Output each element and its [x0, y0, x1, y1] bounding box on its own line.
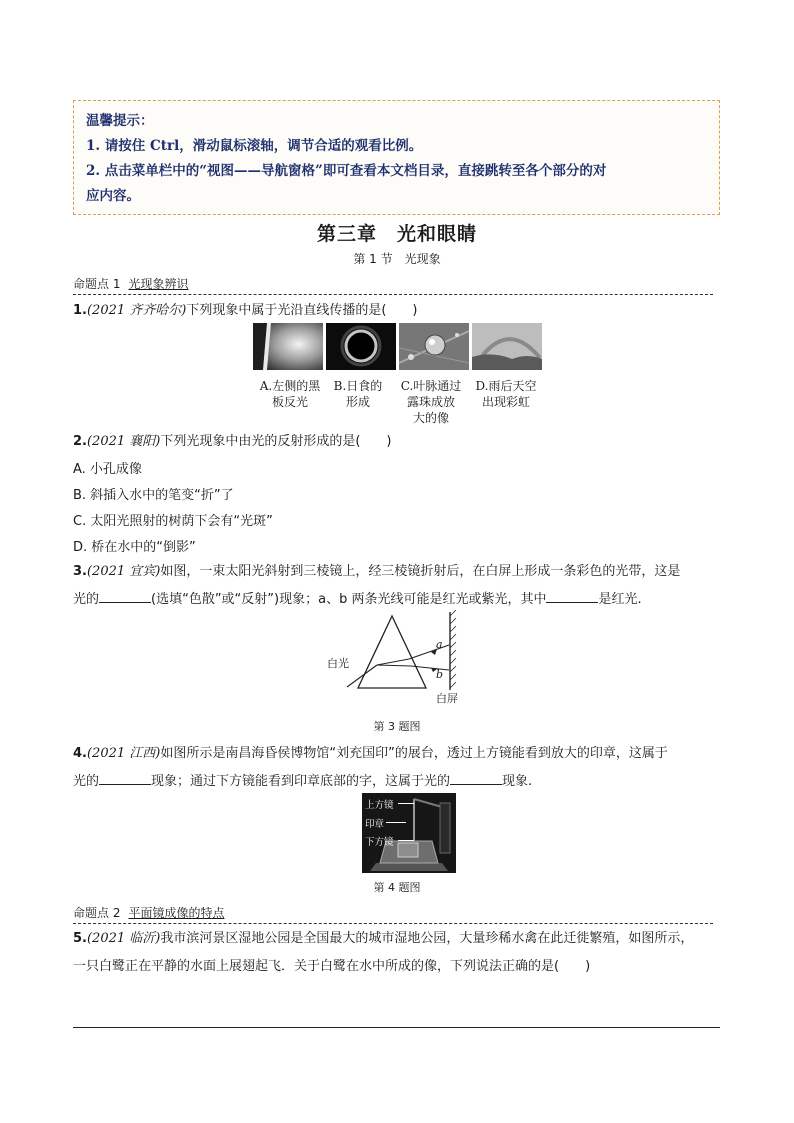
caption-line: 露珠成放 [406, 395, 455, 409]
point-text: 光现象辨识 [128, 277, 189, 291]
answer-blank[interactable] [99, 771, 151, 785]
answer-blank[interactable] [450, 771, 502, 785]
tip-box [73, 100, 720, 215]
question-source: (2021 临沂) [86, 931, 161, 946]
stem-text: (选填“色散”或“反射”)现象；a、b 两条光线可能是红光或紫光，其中 [151, 592, 547, 607]
point-text: 平面镜成像的特点 [128, 906, 225, 920]
point-label: 命题点 1 [73, 277, 121, 291]
question-stem: 如图，一束太阳光斜射到三棱镜上，经三棱镜折射后，在白屏上形成一条彩色的光带，这是 [160, 564, 681, 579]
question-4 [73, 740, 723, 796]
leader-line [398, 803, 414, 804]
question-stem: 下列光现象中由光的反射形成的是( ) [160, 434, 392, 449]
question-source: (2021 齐齐哈尔) [86, 303, 187, 318]
stem-text: 光的 [73, 774, 100, 789]
seal-label: 印章 [365, 819, 385, 830]
question-number: 2. [73, 434, 87, 449]
option-d: D. 桥在水中的“倒影” [73, 540, 196, 555]
answer-blank[interactable] [99, 589, 151, 603]
tip-line-1: 1. 请按住 Ctrl，滑动鼠标滚轴，调节合适的观看比例。 [86, 138, 423, 154]
caption-line: C.叶脉通过 [400, 379, 462, 393]
caption-line: 大的像 [412, 411, 449, 425]
question-5 [73, 925, 723, 981]
stem-text: 光的 [73, 592, 100, 607]
option-b: B. 斜插入水中的笔变“折”了 [73, 488, 234, 503]
question-source: (2021 江西) [86, 746, 161, 761]
caption-line: A.左侧的黑 [259, 379, 321, 393]
solar-eclipse-photo [326, 323, 396, 370]
screen-label: 白屏 [436, 692, 458, 705]
ray-b-label: b [436, 668, 444, 681]
question-number: 3. [73, 564, 87, 579]
caption-line: B.日食的 [333, 379, 383, 393]
stem-text: 是红光. [598, 592, 642, 607]
leader-line [398, 840, 414, 841]
question-source: (2021 襄阳) [86, 434, 161, 449]
point-heading-2 [73, 904, 713, 924]
tip-line-3: 应内容。 [86, 188, 140, 204]
question-3 [73, 558, 723, 614]
q1-image-row [253, 323, 553, 373]
question-number: 1. [73, 303, 87, 318]
lower-mirror-label: 下方镜 [365, 837, 394, 848]
caption-line: 形成 [345, 395, 370, 409]
figure-4-caption: 第 4 题图 [373, 881, 421, 894]
point-label: 命题点 2 [73, 906, 121, 920]
question-stem-continued: 一只白鹭正在平静的水面上展翅起飞．关于白鹭在水中所成的像，下列说法正确的是( ) [73, 959, 591, 974]
question-stem: 如图所示是南昌海昏侯博物馆“刘充国印”的展台，透过上方镜能看到放大的印章，这属于 [160, 746, 668, 761]
upper-mirror-label: 上方镜 [365, 800, 394, 811]
tip-heading: 温馨提示： [86, 113, 154, 129]
leader-line [386, 822, 406, 823]
white-light-label: 白光 [327, 657, 349, 670]
caption-line: 板反光 [271, 395, 308, 409]
question-stem: 下列现象中属于光沿直线传播的是( ) [186, 303, 418, 318]
ray-a-label: a [436, 638, 443, 651]
caption-line: D.雨后天空 [475, 379, 537, 393]
question-source: (2021 宜宾) [86, 564, 161, 579]
point-heading-1 [73, 275, 713, 295]
question-number: 5. [73, 931, 87, 946]
blackboard-photo [253, 323, 323, 370]
caption-line: 出现彩虹 [481, 395, 530, 409]
question-2 [73, 428, 723, 456]
option-b-caption [318, 378, 398, 410]
figure-3-caption: 第 3 题图 [373, 720, 421, 733]
rainbow-photo [472, 323, 542, 370]
option-d-caption [466, 378, 546, 410]
footer-rule [73, 1027, 720, 1028]
question-number: 4. [73, 746, 87, 761]
question-stem: 我市滨河景区湿地公园是全国最大的城市湿地公园，大量珍稀水禽在此迁徙繁殖，如图所示， [160, 931, 694, 946]
stem-text: 现象. [502, 774, 533, 789]
option-a: A. 小孔成像 [73, 462, 142, 477]
option-c-caption [391, 378, 471, 426]
seal-display-photo [362, 793, 456, 873]
answer-blank[interactable] [546, 589, 598, 603]
section-title: 第 1 节 光现象 [353, 252, 441, 266]
question-1 [73, 297, 723, 325]
stem-text: 现象；通过下方镜能看到印章底部的字，这属于光的 [151, 774, 451, 789]
option-c: C. 太阳光照射的树荫下会有“光斑” [73, 514, 273, 529]
dewdrop-leaf-photo [399, 323, 469, 370]
chapter-title: 第三章 光和眼睛 [316, 223, 477, 245]
tip-line-2: 2. 点击菜单栏中的“视图——导航窗格”即可查看本文档目录，直接跳转至各个部分的对 [86, 163, 607, 179]
